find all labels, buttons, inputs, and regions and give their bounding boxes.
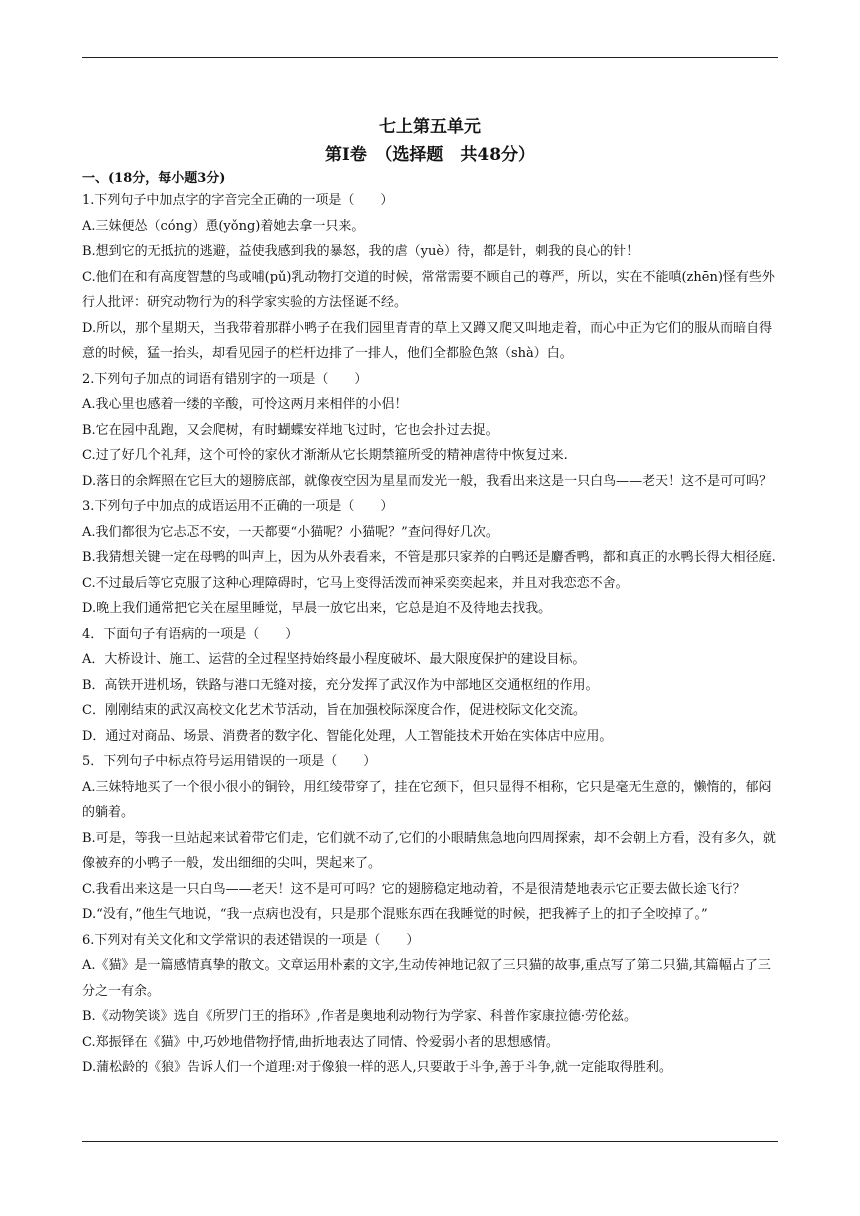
option-a: A．大桥设计、施工、运营的全过程坚持始终最小程度破坏、最大限度保护的建设目标。	[82, 652, 586, 667]
option-a: A.《猫》是一篇感情真挚的散文。文章运用朴素的文字,生动传神地记叙了三只猫的故事,重点写了第二只猫,其篇幅占了三分之一有余。	[82, 958, 771, 999]
option-a: A.我心里也感着一缕的辛酸，可怜这两月来相伴的小侣！	[82, 397, 408, 412]
option-b: B．高铁开进机场，铁路与港口无缝对接，充分发挥了武汉作为中部地区交通枢纽的作用。	[82, 677, 599, 693]
question-stem: 3.下列句子中加点的成语运用不正确的一项是（ ）	[82, 499, 394, 514]
option-b: B.我猜想关键一定在母鸭的叫声上，因为从外表看来，不管是那只家养的白鸭还是麝香鸭，都和真正的水鸭长得大相径庭.	[82, 550, 776, 565]
option-a: A.我们都很为它忐忑不安，一天都要“小猫呢？小猫呢？”查问得好几次。	[82, 524, 499, 540]
question-5	[82, 749, 778, 928]
option-b: B.想到它的无抵抗的逃避，益使我感到我的暴怒，我的虐（yuè）待，都是针，刺我的良心的针！	[82, 244, 640, 259]
question-2	[82, 367, 778, 495]
option-d: D.所以，那个星期天，当我带着那群小鸭子在我们园里青青的草上又蹲又爬又叫地走着，而心中正为它们的服从而暗自得意的时候，猛一抬头，却看见园子的栏杆边排了一排人，他们全都脸色煞（shà）白。	[82, 320, 773, 361]
option-d: D.落日的余辉照在它巨大的翅膀底部，就像夜空因为星星而发光一般，我看出来这是一只白鸟——老天！这不是可可吗？	[82, 473, 773, 489]
exam-page	[82, 113, 778, 1081]
question-stem: 5．下列句子中标点符号运用错误的一项是（ ）	[82, 754, 377, 769]
question-stem: 6.下列对有关文化和文学常识的表述错误的一项是（ ）	[82, 932, 420, 948]
header-rule	[82, 57, 778, 58]
option-c: C.郑振铎在《猫》中,巧妙地借物抒情,曲折地表达了同情、怜爱弱小者的思想感情。	[82, 1034, 559, 1050]
document-title: 七上第五单元	[379, 117, 481, 137]
option-a: A.三妹便怂（cóng）恿(yǒng)着她去拿一只来。	[82, 218, 365, 234]
option-d: D.“没有，”他生气地说，“我一点病也没有，只是那个混账东西在我睡觉的时候，把我裤子上的扣子全咬掉了。”	[82, 907, 708, 922]
option-c: C.他们在和有高度智慧的鸟或哺(pǔ)乳动物打交道的时候，常常需要不顾自己的尊严，所以，实在不能嗔(zhēn)怪有些外行人批评：研究动物行为的科学家实验的方法怪诞不经。	[82, 269, 775, 310]
option-c: C.不过最后等它克服了这种心理障碍时，它马上变得活泼而神采奕奕起来，并且对我恋恋不舍。	[82, 575, 629, 591]
question-stem: 2.下列句子加点的词语有错别字的一项是（ ）	[82, 371, 368, 387]
option-d: D.晚上我们通常把它关在屋里睡觉，早晨一放它出来，它总是迫不及待地去找我。	[82, 601, 552, 616]
option-c: C.我看出来这是一只白鸟——老天！这不是可可吗？它的翅膀稳定地动着，不是很清楚地表示它正要去做长途飞行？	[82, 881, 746, 897]
option-a: A.三妹特地买了一个很小很小的铜铃，用红绫带穿了，挂在它颈下，但只显得不相称，它只是毫无生意的，懒惰的，郁闷的躺着。	[82, 779, 772, 820]
question-3	[82, 494, 778, 622]
option-b: B.它在园中乱跑，又会爬树，有时蝴蝶安祥地飞过时，它也会扑过去捉。	[82, 422, 499, 438]
option-d: D.蒲松龄的《狼》告诉人们一个道理:对于像狼一样的恶人,只要敢于斗争,善于斗争,就一定能取得胜利。	[82, 1060, 672, 1075]
question-6	[82, 928, 778, 1081]
question-1	[82, 188, 778, 367]
document-subtitle: 第Ⅰ卷 （选择题 共48分）	[324, 145, 536, 165]
option-b: B.可是，等我一旦站起来试着带它们走，它们就不动了,它们的小眼睛焦急地向四周探索，却不会朝上方看，没有多久，就像被弃的小鸭子一般，发出细细的尖叫，哭起来了。	[82, 830, 776, 871]
footer-rule	[82, 1141, 778, 1142]
option-b: B.《动物笑谈》选自《所罗门王的指环》,作者是奥地利动物行为学家、科普作家康拉德·劳伦兹。	[82, 1009, 637, 1024]
option-c: C.过了好几个礼拜，这个可怜的家伙才渐渐从它长期禁箍所受的精神虐待中恢复过来.	[82, 448, 568, 463]
question-stem: 1.下列句子中加点字的字音完全正确的一项是（ ）	[82, 193, 394, 208]
option-d: D．通过对商品、场景、消费者的数字化、智能化处理，人工智能技术开始在实体店中应用。	[82, 728, 613, 744]
option-c: C．刚刚结束的武汉高校文化艺术节活动，旨在加强校际深度合作，促进校际文化交流。	[82, 703, 586, 718]
question-4	[82, 622, 778, 750]
question-stem: 4．下面句子有语病的一项是（ ）	[82, 626, 299, 642]
section-heading: 一、(18分，每小题3分)	[82, 171, 226, 186]
